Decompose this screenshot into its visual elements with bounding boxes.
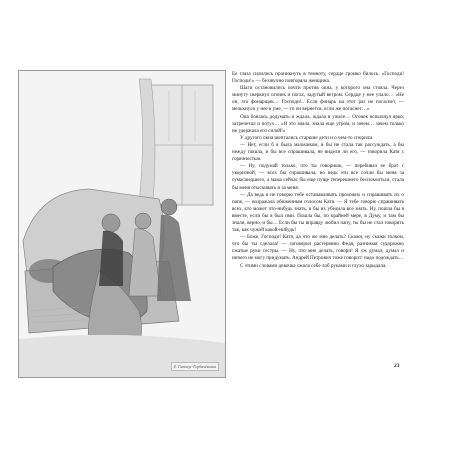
paragraph: С этими словами девочка сжала себе лоб руками и глухо зарыдала. bbox=[240, 262, 387, 269]
illustration-drawing bbox=[19, 71, 225, 377]
paragraph: Ее глаза силились проникнуть в темноту, сердце громко билось. «Господи! Господи!» — беззвучно повторяла женщина. bbox=[232, 71, 404, 85]
paragraph: — Боже, Господи! Катя, да что же мне делать? Скажи, ну скажи толком, что бы ты сделала! — заговорил растерянно Федя, разнимая судорожно сжатые руки сестры. — Ну, что мне делать, говори! Я уж думал, думал и ничего не могу придумать. Андрей Петрович тоже говорит: надо подождать… bbox=[232, 234, 404, 262]
paragraph: — Ну, подумай только, что ты говоришь, — перебивал ее брат с укоризной, — всех бы спрашивала, но ведь эти все сочли бы меня за сумасшедшего, а мама сейчас бы еще пуще теперешнего беспокоиться, стала бы меня отыскивать и за меня. bbox=[232, 163, 404, 191]
paragraph: Она боялась додумать и ждала, ждала в ужасе… Огонек вспыхнул ярко, затрепетал и потух… «Я это знала, знала еще утром, и зачем… зачем только не удержала его силой!» bbox=[232, 113, 404, 134]
paragraph: — Нет, если б я была мальчиком, я бы не стала так рассуждать, а бы нежду пошла, и бы все спрашивала, не видели ли его, — говорила Катя с горячностью. bbox=[232, 141, 404, 163]
page-number: 23 bbox=[394, 363, 400, 369]
text-column bbox=[232, 71, 404, 270]
artist-signature: E. Гиппиус-Горбачёвская bbox=[171, 362, 219, 371]
paragraph: Шаги остановились почти против окна, у которого она стояла. Через минуту сверкнул огонек и погас, задутый ветром. Сердце у нее упало… «Не он, это фонарщик… Господи!.. Если фонарь на этот раз не погаснет, — мелькнуло у нее в уме, — то он вернется, если же погаснет…» bbox=[232, 85, 404, 113]
paragraph: — Да ведь я не говорю тебе останавливать прохожих и спрашивать их о папе, — возражала обиженным голосом Катя. — Я тебе говорю спрашивать всех, кто может что-нибудь знать, и бы их убедила все знать. Ну, пошла бы я вместе, если бы я был ими. Пошла бы, по крайней мере, в Думу, и там бы знали, верно, и бы… Если бы ты вправду любил папу, ты бы не стал говорить так, как чужой какой-нибудь! bbox=[232, 191, 404, 234]
illustration bbox=[18, 70, 226, 378]
paragraph: У другого окна шептались старшие дети и о чем-то спорили. bbox=[240, 134, 374, 141]
